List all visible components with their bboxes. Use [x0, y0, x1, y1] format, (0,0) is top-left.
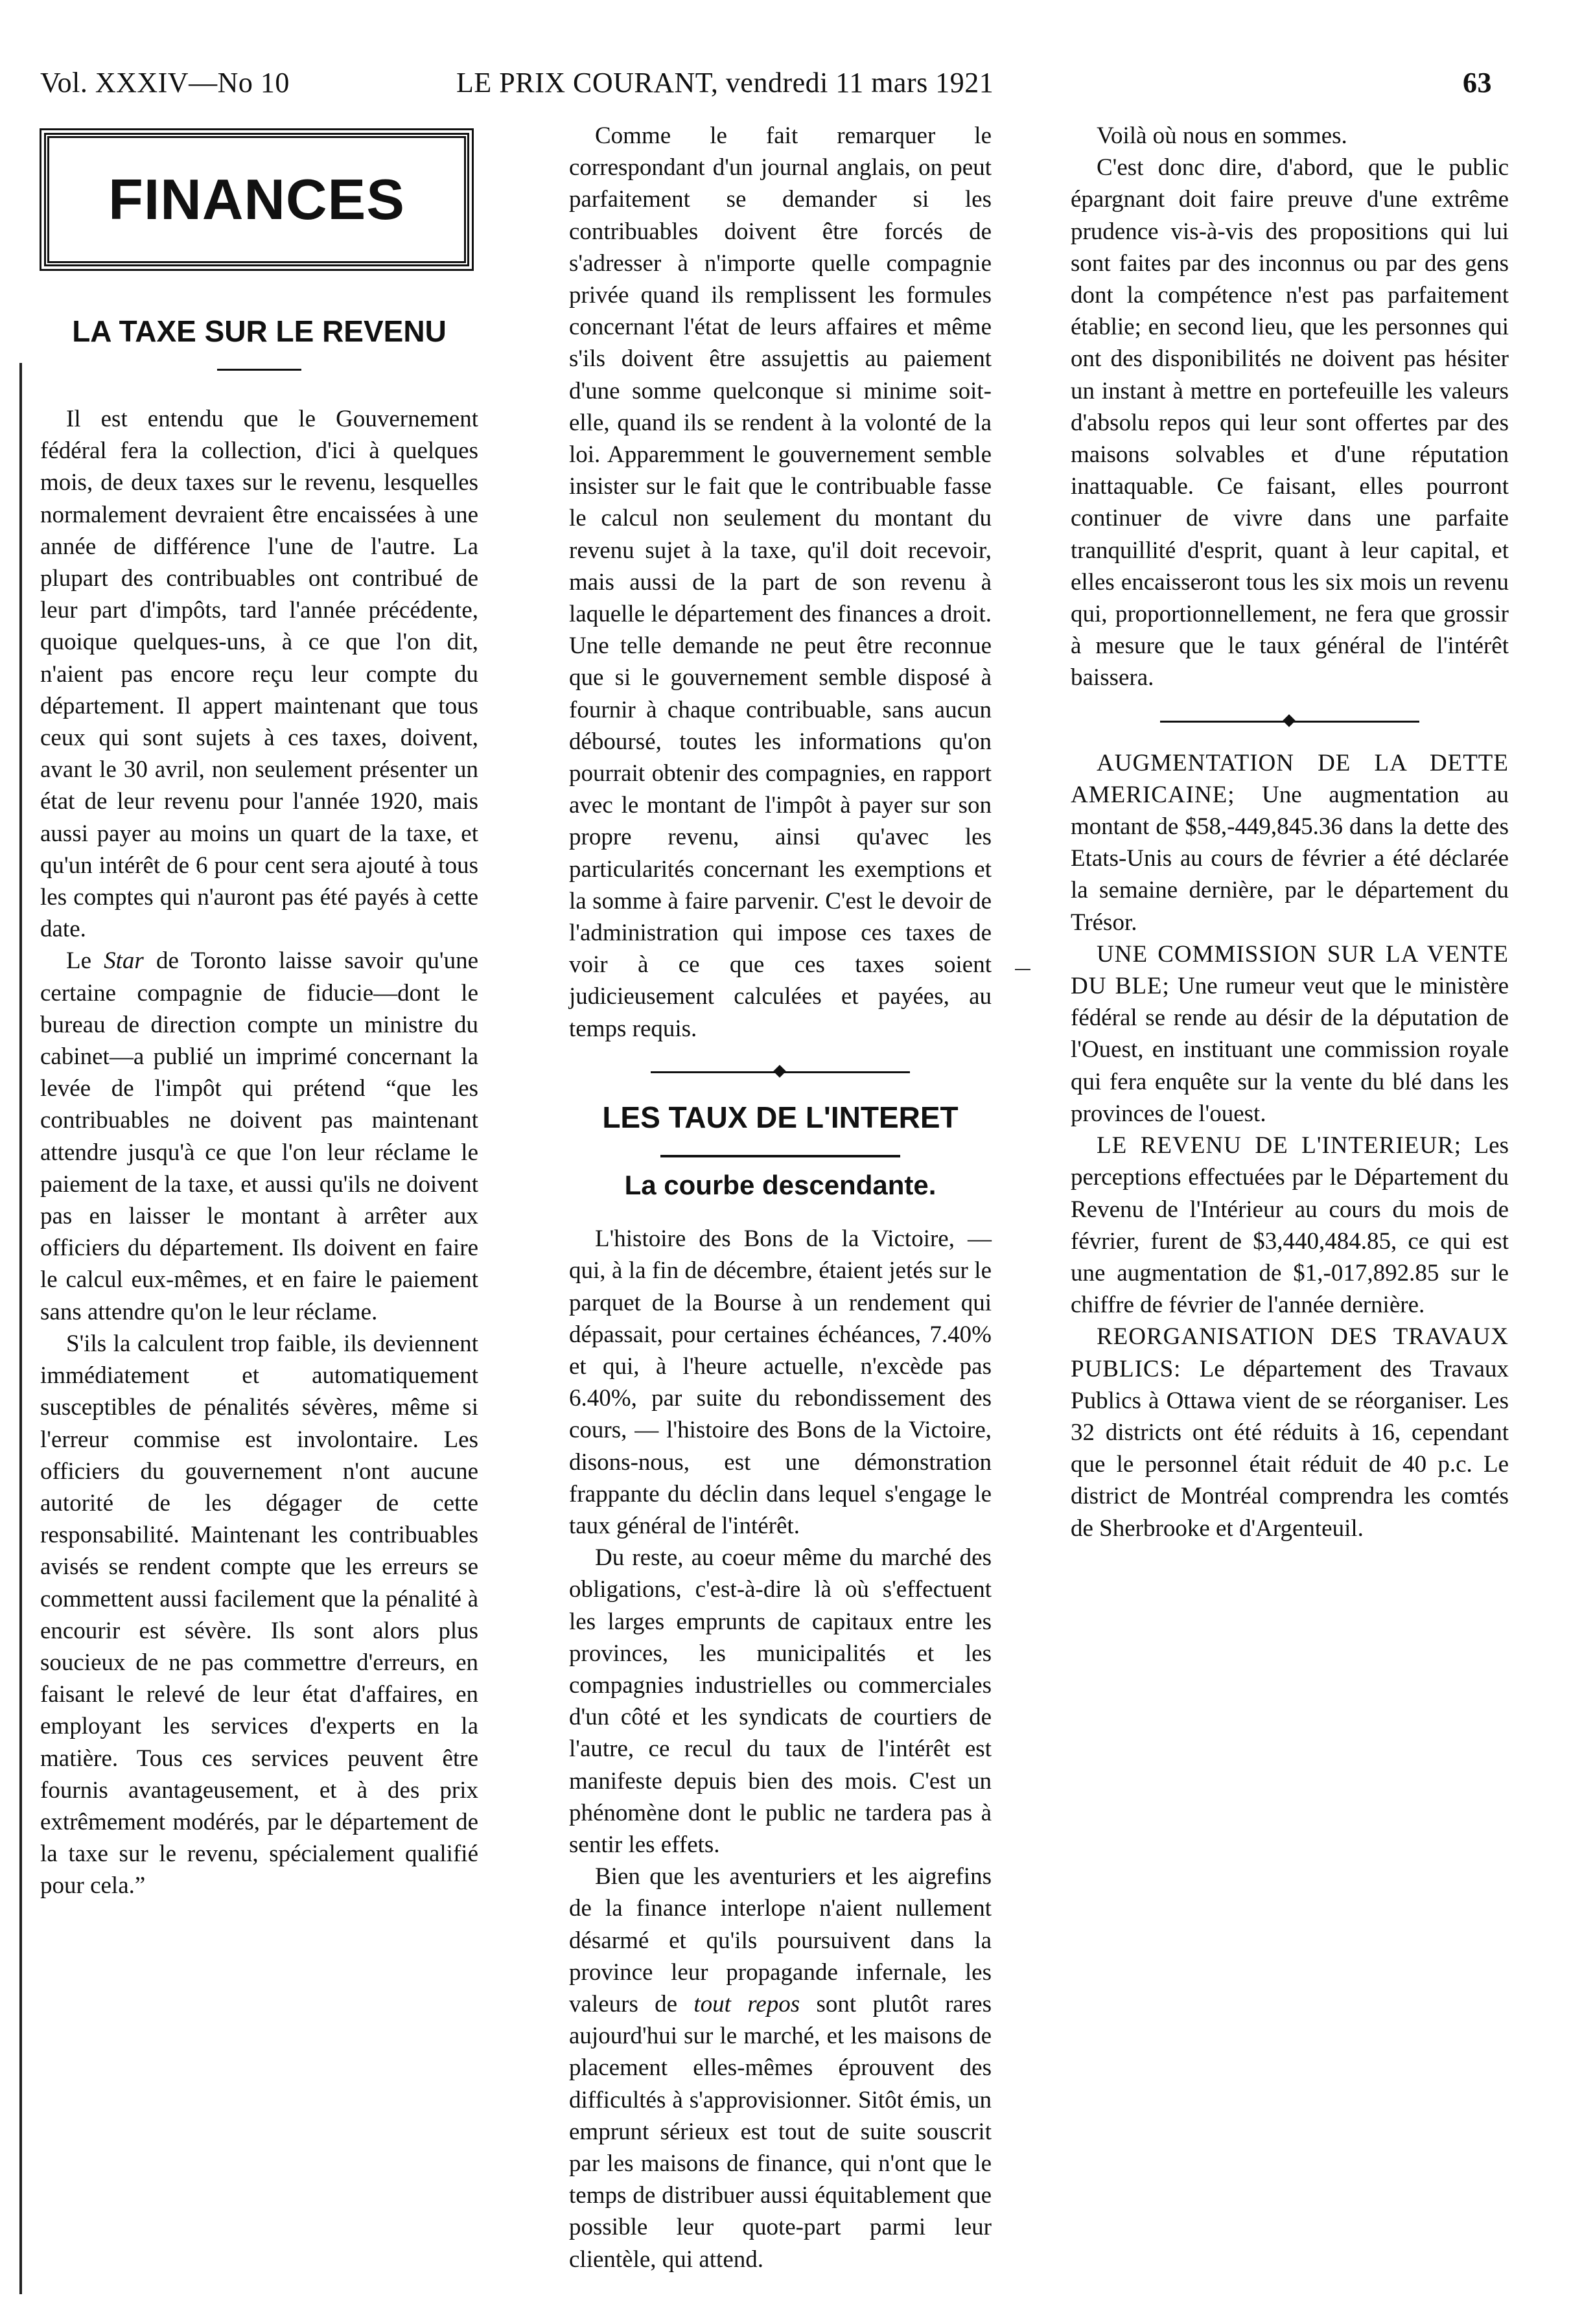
article-paragraph: Bien que les aventuriers et les aigrefins de la finance interlope n'aient nullement désarmé et qu'ils poursuivent dans la province leur propagande infernale, les valeurs de tout repos sont plutôt rares aujourd'hui sur le marché, et les maisons de placement elles-mêmes éprouvent des difficultés à s'approvisionner. Sitôt émis, un emprunt sérieux est tout de suite souscrit par les maisons de finance, qui n'ont que le temps de distribuer aussi équitablement que possible leur quote-part parmi leur clientèle, qui attend. — [569, 1863, 992, 2273]
article-paragraph: Voilà où nous en sommes. — [1097, 122, 1347, 149]
section-label-box — [44, 133, 469, 266]
column-3 — [1071, 120, 1509, 1544]
news-brief: UNE COMMISSION SUR LA VENTE DU BLE; Une rumeur veut que le ministère fédéral se rende au désir de la députation de l'Ouest, en instituant une commission royale qui fera enquête sur la vente du blé dans les provinces de l'ouest. — [1071, 940, 1509, 1127]
left-margin-rule — [19, 363, 22, 2294]
article-paragraph: Le Star de Toronto laisse savoir qu'une certaine compagnie de fiducie—dont le bureau de direction compte un ministre du cabinet—a publié un imprimé concernant la levée de l'impôt qui prétend “que les contribuables ne doivent pas maintenant attendre jusqu'à ce que l'on leur réclame le paiement de la taxe, et aussi qu'ils ne doivent pas en laisser le montant à arrêter aux officiers du département. Ils doivent en faire le calcul eux-mêmes, et en faire le paiement sans attendre qu'on le leur réclame. — [40, 947, 478, 1325]
article-paragraph: C'est donc dire, d'abord, que le public épargnant doit faire preuve d'une extrême prudence vis-à-vis des propositions qui lui sont faites par des inconnus ou par des gens dont la compétence n'est pas parfaitement établie; en second lieu, que les personnes qui ont des disponibilités ne doivent pas hésiter un instant à mettre en portefeuille les valeurs d'absolu repos qui leur sont offertes par des maisons solvables et d'une réputation inattaquable. Ce faisant, elles pourront continuer de vivre dans une parfaite tranquillité d'esprit, quant à leur capital, et elles encaisseront tous les six mois un revenu qui, proportionnellement, ne fera que grossir à mesure que le taux général de l'intérêt baissera. — [1071, 154, 1509, 691]
news-brief: LE REVENU DE L'INTERIEUR; Les perceptions effectuées par le Département du Revenu de l'Intérieur au cours du mois de février, furent de $3,440,484.85, ce qui est une augmentation de $1,-017,892.85 sur le chiffre de février de l'année dernière. — [1071, 1132, 1509, 1319]
page-header — [40, 66, 1492, 111]
page-number: 63 — [1463, 67, 1492, 99]
section-separator — [651, 1065, 910, 1078]
margin-dash-mark — [1015, 969, 1030, 970]
article-paragraph: S'ils la calculent trop faible, ils deviennent immédiatement et automatiquement susceptibles de pénalités sévères, même si l'erreur commise est involontaire. Les officiers du gouvernement n'ont aucune autorité de les dégager de cette responsabilité. Maintenant les contribuables avisés se rendent compte que les erreurs se commettent aussi facilement que la pénalité à encourir est sévère. Ils sont alors plus soucieux de ne pas commettre d'erreurs, en faisant le relevé de leur état d'affaires, en employant les services d'experts en la matière. Tous ces services peuvent être fournis avantageusement, et à des prix extrêmement modérés, par le département de la taxe sur le revenu, spécialement qualifié pour cela.” — [40, 1330, 478, 1900]
title-underline — [217, 369, 301, 371]
column-1 — [40, 120, 478, 1902]
article-title-tax: LA TAXE SUR LE REVENU — [72, 314, 447, 348]
news-brief: REORGANISATION DES TRAVAUX PUBLICS: Le département des Travaux Publics à Ottawa vient de se réorganiser. Les 32 districts ont été réduits à 16, cependant que le personnel était réduit de 40 p.c. Le district de Montréal comprendra les comtés de Sherbrooke et d'Argenteuil. — [1071, 1323, 1509, 1542]
publication-title: LE PRIX COURANT, vendredi 11 mars 1921 — [456, 67, 994, 99]
section-label: FINANCES — [108, 167, 405, 232]
article-subtitle: La courbe descendante. — [624, 1169, 936, 1200]
article-paragraph: Du reste, au coeur même du marché des obligations, c'est-à-dire là où s'effectuent les larges emprunts de capitaux entre les provinces, les municipalités et les compagnies industrielles ou commerciales d'un côté et les syndicats de courtiers de l'autre, ce recul du taux de l'intérêt est manifeste depuis bien des mois. C'est un phénomène dont le public ne tardera pas à sentir les effets. — [569, 1544, 992, 1858]
news-brief: AUGMENTATION DE LA DETTE AMERICAINE; Une augmentation au montant de $58,-449,845.36 dans la dette des Etats-Unis au cours de février a été déclarée la semaine dernière, par le département du Trésor. — [1071, 749, 1509, 936]
article-paragraph: Comme le fait remarquer le correspondant d'un journal anglais, on peut parfaitement se demander si les contribuables doivent être forcés de s'adresser à n'importe quelle compagnie privée quand ils remplissent les formules concernant l'état de leurs affaires et même s'ils doivent être assujettis au paiement d'une somme quelconque si minime soit-elle, quand ils se rendent à la volonté de la loi. Apparemment le gouvernement semble insister sur le fait que le contribuable fasse le calcul non seulement du montant du revenu sujet à la taxe, qu'il doit recevoir, mais aussi de la part de son revenu à laquelle le département des finances a droit. Une telle demande ne peut être reconnue que si le gouvernement semble disposé à fournir à chaque contribuable, sans aucun déboursé, toutes les informations qu'on pourrait obtenir des compagnies, en rapport avec le montant de l'impôt à payer sur son propre revenu, ainsi qu'avec les particularités concernant les exemptions et la somme à faire parvenir. C'est le devoir de l'administration qui impose ces taxes de voir à ce que ces taxes soient judicieusement calculées et payées, au temps requis. — [569, 122, 992, 1042]
article-title-interest: LES TAUX DE L'INTERET — [602, 1100, 959, 1134]
section-separator — [1160, 715, 1419, 728]
article-paragraph: Il est entendu que le Gouvernement fédéral fera la collection, d'ici à quelques mois, de deux taxes sur le revenu, lesquelles normalement devraient être encaissées à une année de différence l'une de l'autre. La plupart des contribuables ont contribué de leur part d'impôts, tard l'année précédente, quoique quelques-uns, à ce que l'on dit, n'aient pas encore reçu leur compte du département. Il appert maintenant que tous ceux qui sont sujets à ces taxes, doivent, avant le 30 avril, non seulement présenter un état de leur revenu pour l'année 1920, mais aussi payer au moins un quart de la taxe, et qu'un intérêt de 6 pour cent sera ajouté à tous les comptes qui n'auront pas été payés à cette date. — [40, 406, 478, 943]
title-rule — [660, 1155, 900, 1157]
column-2 — [569, 120, 992, 2275]
volume-number: Vol. XXXIV—No 10 — [40, 67, 290, 99]
article-paragraph: L'histoire des Bons de la Victoire, — qui, à la fin de décembre, étaient jetés sur le parquet de la Bourse à un rendement qui dépassait, pour certaines échéances, 7.40% et qui, à l'heure actuelle, n'excède pas 6.40%, par suite du rebondissement des cours, — l'histoire des Bons de la Victoire, disons-nous, est une démonstration frappante du déclin dans lequel s'engage le taux général de l'intérêt. — [569, 1226, 992, 1539]
